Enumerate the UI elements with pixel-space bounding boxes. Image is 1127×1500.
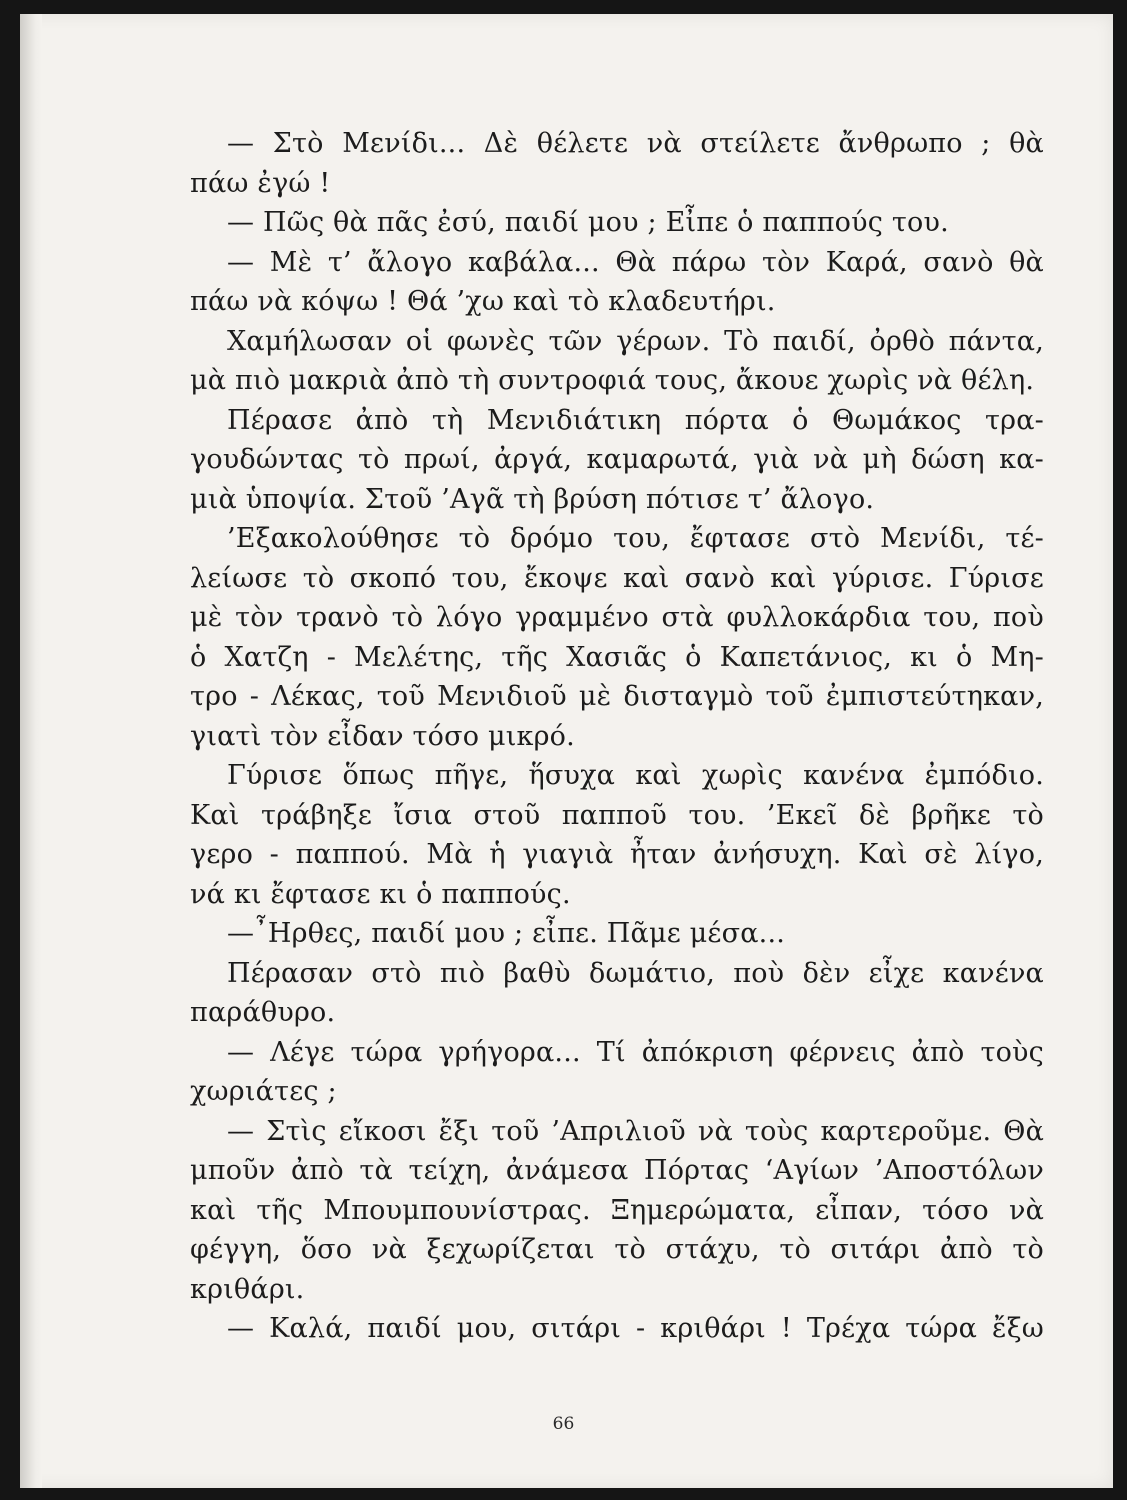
text-line: λείωσε τὸ σκοπό του, ἔκοψε καὶ σανὸ καὶ γύρισε. Γύρισε <box>190 562 1044 594</box>
text-line: τρο - Λέκας, τοῦ Μενιδιοῦ μὲ δισταγμὸ τοῦ ἐμπιστεύτηκαν, <box>190 681 1044 712</box>
text-line: Καὶ τράβηξε ἴσια στοῦ παπποῦ του. ’Εκεῖ δὲ βρῆκε τὸ <box>190 799 1044 831</box>
text-line: — Καλά, παιδί μου, σιτάρι - κριθάρι ! Τρέχα τώρα ἔξω <box>227 1313 1044 1344</box>
page-edge <box>20 14 42 1488</box>
text-line: Γύρισε ὅπως πῆγε, ἥσυχα καὶ χωρὶς κανένα ἐμπόδιο. <box>227 760 1044 791</box>
text-line: γερο - παππού. Μὰ ἡ γιαγιὰ ἦταν ἀνήσυχη. Καὶ σὲ λίγο, <box>190 839 1044 870</box>
text-line: μιὰ ὑποψία. Στοῦ ’Αγᾶ τὴ βρύση πότισε τ’ ἄλογο. <box>190 483 875 515</box>
text-line: Χαμήλωσαν οἱ φωνὲς τῶν γέρων. Τὸ παιδί, ὀρθὸ πάντα, <box>227 325 1044 357</box>
page-number: 66 <box>552 1414 575 1434</box>
text-line: φέγγη, ὅσο νὰ ξεχωρίζεται τὸ στάχυ, τὸ σιτάρι ἀπὸ τὸ <box>190 1234 1044 1265</box>
text-line: χωριάτες ; <box>190 1076 337 1107</box>
text-line: πάω νὰ κόψω ! Θά ’χω καὶ τὸ κλαδευτήρι. <box>190 286 776 317</box>
text-line: νά κι ἔφτασε κι ὁ παππούς. <box>190 878 571 910</box>
text-line: ’Εξακολούθησε τὸ δρόμο του, ἔφτασε στὸ Μενίδι, τέ- <box>227 523 1044 554</box>
text-line: — Στὸ Μενίδι... Δὲ θέλετε νὰ στείλετε ἄνθρωπο ; θὰ <box>227 128 1044 159</box>
text-line: — Λέγε τώρα γρήγορα... Τί ἀπόκριση φέρνεις ἀπὸ τοὺς <box>227 1036 1044 1068</box>
text-line: παράθυρο. <box>190 997 336 1028</box>
text-line: κριθάρι. <box>190 1273 305 1305</box>
text-line: μὲ τὸν τρανὸ τὸ λόγο γραμμένο στὰ φυλλοκάρδια του, ποὺ <box>190 602 1044 633</box>
text-line: Πέρασε ἀπὸ τὴ Μενιδιάτικη πόρτα ὁ Θωμάκος τρα- <box>227 404 1044 436</box>
text-line: — Μὲ τ’ ἄλογο καβάλα... Θὰ πάρω τὸν Καρά, σανὸ θὰ <box>227 246 1044 278</box>
text-line: καὶ τῆς Μπουμπουνίστρας. Ξημερώματα, εἶπαν, τόσο νὰ <box>190 1194 1044 1226</box>
text-line: — Στὶς εἴκοσι ἔξι τοῦ ’Απριλιοῦ νὰ τοὺς καρτεροῦμε. Θὰ <box>227 1115 1044 1147</box>
text-line: γιατὶ τὸν εἶδαν τόσο μικρό. <box>190 720 575 752</box>
text-line: μὰ πιὸ μακριὰ ἀπὸ τὴ συντροφιά τους, ἄκουε χωρὶς νὰ θέλη. <box>190 365 1035 396</box>
text-line: ὁ Χατζη - Μελέτης, τῆς Χασιᾶς ὁ Καπετάνιος, κι ὁ Μη- <box>190 641 1044 673</box>
text-line: — Πῶς θὰ πᾶς ἐσύ, παιδί μου ; Εἶπε ὁ παππούς του. <box>227 207 949 238</box>
text-line: γουδώντας τὸ πρωί, ἀργά, καμαρωτά, γιὰ νὰ μὴ δώση κα- <box>190 444 1044 475</box>
text-line: μποῦν ἀπὸ τὰ τείχη, ἀνάμεσα Πόρτας ‘Αγίων ’Αποστόλων <box>190 1155 1044 1186</box>
page-text <box>190 124 1044 1349</box>
text-line: Πέρασαν στὸ πιὸ βαθὺ δωμάτιο, ποὺ δὲν εἶχε κανένα <box>227 957 1044 989</box>
text-line: πάω ἐγώ ! <box>190 167 331 199</box>
text-line: —῏Ηρθες, παιδί μου ; εἶπε. Πᾶμε μέσα... <box>227 918 786 949</box>
